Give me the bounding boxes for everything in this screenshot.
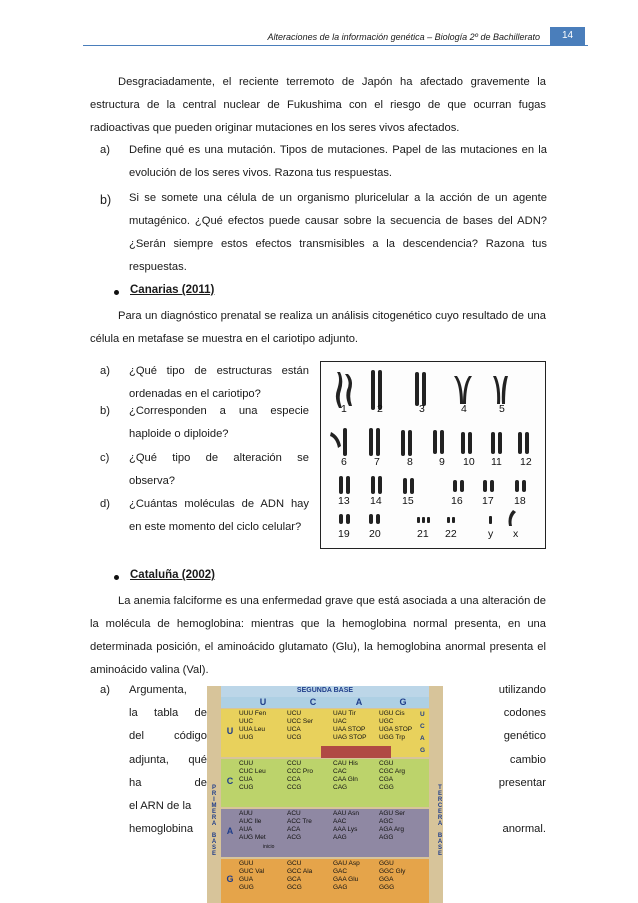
codon-block: CGU CGC Arg CGA CGG — [379, 760, 406, 791]
codon-table-image — [207, 686, 443, 903]
karyo-label: 6 — [341, 456, 347, 468]
canarias-q-c: ¿Qué tipo de alteración se observa? — [129, 452, 309, 487]
second-base-label: C — [309, 697, 317, 707]
karyo-label: 10 — [463, 456, 475, 468]
bullet-dot — [114, 290, 119, 295]
canarias-q-a-label: a) — [100, 365, 110, 377]
third-base-label: C — [420, 723, 425, 730]
codon-block: UAU Tir UAC UAA STOP UAG STOP — [333, 710, 367, 741]
karyo-label: x — [513, 528, 519, 540]
header-divider — [83, 45, 588, 46]
text-line: ha de — [129, 776, 207, 789]
codon-block: UUU Fen UUC UUA Leu UUG — [239, 710, 267, 741]
third-base-label: A — [420, 735, 425, 742]
karyo-label: 12 — [520, 456, 532, 468]
cataluna-q-a-left — [129, 679, 207, 841]
first-base-label: C — [226, 776, 234, 786]
karyo-label: 22 — [445, 528, 457, 540]
question-a: Define qué es una mutación. Tipos de mutaciones. Papel de las mutaciones en la evolución de los seres vivos. Razona tus respuestas. — [129, 144, 547, 179]
karyo-label: y — [488, 528, 494, 540]
karyo-label: 4 — [461, 403, 467, 415]
karyo-label: 16 — [451, 495, 463, 507]
karyo-label: 21 — [417, 528, 429, 540]
text-line: del código — [129, 730, 207, 743]
codon-block: ACU ACC Tre ACA ACG — [287, 810, 312, 841]
text-line — [450, 795, 546, 818]
text-line: utilizando — [498, 684, 546, 696]
cataluna-paragraph: La anemia falciforme es una enfermedad grave que está asociada a una alteración de la molécula de hemoglobina: mientras que la hemoglobina normal presenta, en una determinada posición, el aminoácido glutamato (Glu), la hemoglobina anormal presenta el aminoácido valina (Val). — [90, 595, 546, 676]
text-line: codones — [503, 707, 546, 720]
bullet-dot — [114, 575, 119, 580]
second-base-label: A — [355, 697, 363, 707]
karyo-label: 17 — [482, 495, 494, 507]
canarias-q-d-label: d) — [100, 498, 110, 510]
codon-block: GGU GGC Gly GGA GGG — [379, 860, 406, 891]
karyo-label: 19 — [338, 528, 350, 540]
codon-block: AGU Ser AGC AGA Arg AGG — [379, 810, 406, 841]
question-b: Si se somete una célula de un organismo pluricelular a la acción de un agente mutagénico. ¿Qué efectos puede causar sobre la secuencia de bases del ADN? ¿Serán siempre estos efectos transmisibles a la descendencia? Razona tus respuestas. — [129, 192, 547, 273]
first-base-label: A — [226, 826, 234, 836]
karyo-label: 5 — [499, 403, 505, 415]
text-line: adjunta, qué — [129, 753, 207, 766]
karyo-label: 8 — [407, 456, 413, 468]
karyo-label: 20 — [369, 528, 381, 540]
karyo-label: 3 — [419, 403, 425, 415]
first-base-label: G — [226, 874, 234, 884]
codon-block: UGU Cis UGC UGA STOP UGG Trp — [379, 710, 413, 741]
codon-block: AUU AUC Ile AUA AUG Met — [239, 810, 266, 841]
karyotype-image — [320, 361, 546, 549]
third-base-axis-label: TERCERA BASE — [437, 785, 443, 857]
first-base-label: U — [226, 726, 234, 736]
codon-block: CCU CCC Pro CCA CCG — [287, 760, 314, 791]
text-line: anormal. — [502, 823, 546, 836]
canarias-q-b: ¿Corresponden a una especie haploide o diploide? — [129, 405, 309, 440]
codon-block: AAU Asn AAC AAA Lys AAG — [333, 810, 360, 841]
text-line: genético — [503, 730, 546, 743]
karyotype-chromosomes — [321, 362, 545, 548]
second-base-label: U — [259, 697, 267, 707]
codon-start-note: inicio — [263, 844, 275, 850]
third-base-label: G — [420, 747, 426, 754]
karyo-label: 9 — [439, 456, 445, 468]
text-line: presentar — [498, 776, 546, 789]
text-line: el ARN de la — [129, 800, 192, 813]
codon-block: UCU UCC Ser UCA UCG — [287, 710, 314, 741]
canarias-q-a: ¿Qué tipo de estructuras están ordenadas en el cariotipo? — [129, 365, 309, 400]
third-base-label: U — [420, 711, 425, 718]
karyo-label: 15 — [402, 495, 414, 507]
cataluna-q-a-label: a) — [100, 684, 110, 696]
section-heading-cataluna: Cataluña (2002) — [130, 569, 216, 581]
text-line: Argumenta, — [129, 684, 187, 696]
cataluna-q-a-right — [450, 679, 546, 841]
question-a-label: a) — [100, 144, 110, 156]
canarias-q-b-label: b) — [100, 405, 110, 417]
karyo-label: 7 — [374, 456, 380, 468]
canarias-paragraph: Para un diagnóstico prenatal se realiza un análisis citogenético cuyo resultado de una célula en metafase se muestra en el cariotipo adjunto. — [90, 310, 546, 345]
karyo-label: 14 — [370, 495, 382, 507]
canarias-q-c-label: c) — [100, 452, 110, 464]
text-line: cambio — [509, 753, 546, 766]
codon-block: GCU GCC Ala GCA GCG — [287, 860, 313, 891]
text-line: la tabla de — [129, 707, 207, 720]
karyo-label: 1 — [341, 403, 347, 415]
first-base-axis-label: PRIMERA BASE — [211, 785, 217, 857]
codon-block: GAU Asp GAC GAA Glu GAG — [333, 860, 360, 891]
karyo-label: 13 — [338, 495, 350, 507]
karyo-label: 2 — [377, 403, 383, 415]
codon-block: CAU His CAC CAA Gln CAG — [333, 760, 358, 791]
canarias-q-d: ¿Cuántas moléculas de ADN hay en este momento del ciclo celular? — [129, 498, 309, 533]
third-base-column — [420, 709, 429, 757]
codon-block: GUU GUC Val GUA GUG — [239, 860, 265, 891]
intro-paragraph: Desgraciadamente, el reciente terremoto de Japón ha afectado gravemente la estructura de la central nuclear de Fukushima con el riesgo de que ocurran fugas radioactivas que pueden originar mutaciones en los seres vivos afectados. — [90, 76, 546, 134]
text-line: hemoglobina — [129, 823, 194, 836]
second-base-label: G — [399, 697, 407, 707]
page-number: 14 — [550, 27, 585, 45]
codon-table-title: SEGUNDA BASE — [296, 687, 354, 694]
header-title: Alteraciones de la información genética – Biología 2º de Bachillerato — [267, 32, 540, 42]
codon-block: CUU CUC Leu CUA CUG — [239, 760, 266, 791]
karyo-label: 11 — [491, 456, 502, 468]
karyo-label: 18 — [514, 495, 526, 507]
section-heading-canarias: Canarias (2011) — [130, 284, 215, 296]
question-b-label: b) — [100, 193, 112, 207]
